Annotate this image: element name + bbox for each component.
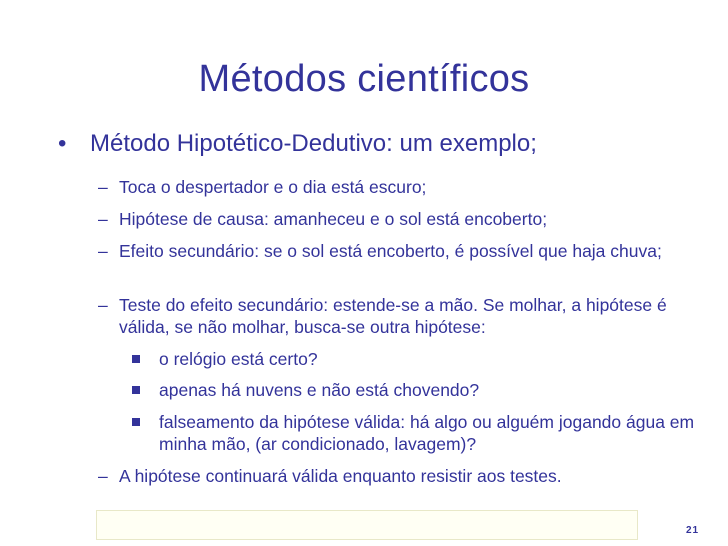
sub-item [98,240,698,262]
dash-marker: – [98,241,108,261]
nested-item-text: o relógio está certo? [159,349,318,369]
sub-item-text: Efeito secundário: se o sol está encoberto, é possível que haja chuva; [119,241,662,261]
sub-item [98,465,698,487]
slide-title: Métodos científicos [198,58,530,100]
sub-item [98,176,698,198]
nested-item [132,348,702,370]
sub-item-text: Hipótese de causa: amanheceu e o sol está encoberto; [119,209,548,229]
sub-item-text: Toca o despertador e o dia está escuro; [119,177,427,197]
dash-marker: – [98,209,108,229]
nested-item [132,411,702,455]
nested-item-text: falseamento da hipótese válida: há algo ou alguém jogando água em minha mão, (ar condicionado, lavagem)? [159,412,695,454]
square-bullet-icon [132,418,140,426]
bullet-marker: • [58,130,67,157]
square-bullet-icon [132,355,140,363]
main-bullet-text: Método Hipotético-Dedutivo: um exemplo; [90,130,537,157]
dash-marker: – [98,177,108,197]
slide-number: 21 [686,525,700,536]
dash-marker: – [98,466,108,486]
square-bullet-icon [132,386,140,394]
footer-box [96,510,638,540]
sub-item [98,208,698,230]
nested-item-text: apenas há nuvens e não está chovendo? [159,380,480,400]
dash-marker: – [98,295,108,315]
sub-item [98,294,698,338]
nested-item [132,379,702,401]
sub-item-text: A hipótese continuará válida enquanto resistir aos testes. [119,466,562,486]
sub-item-text: Teste do efeito secundário: estende-se a mão. Se molhar, a hipótese é válida, se não molhar, busca-se outra hipótese: [119,295,667,337]
